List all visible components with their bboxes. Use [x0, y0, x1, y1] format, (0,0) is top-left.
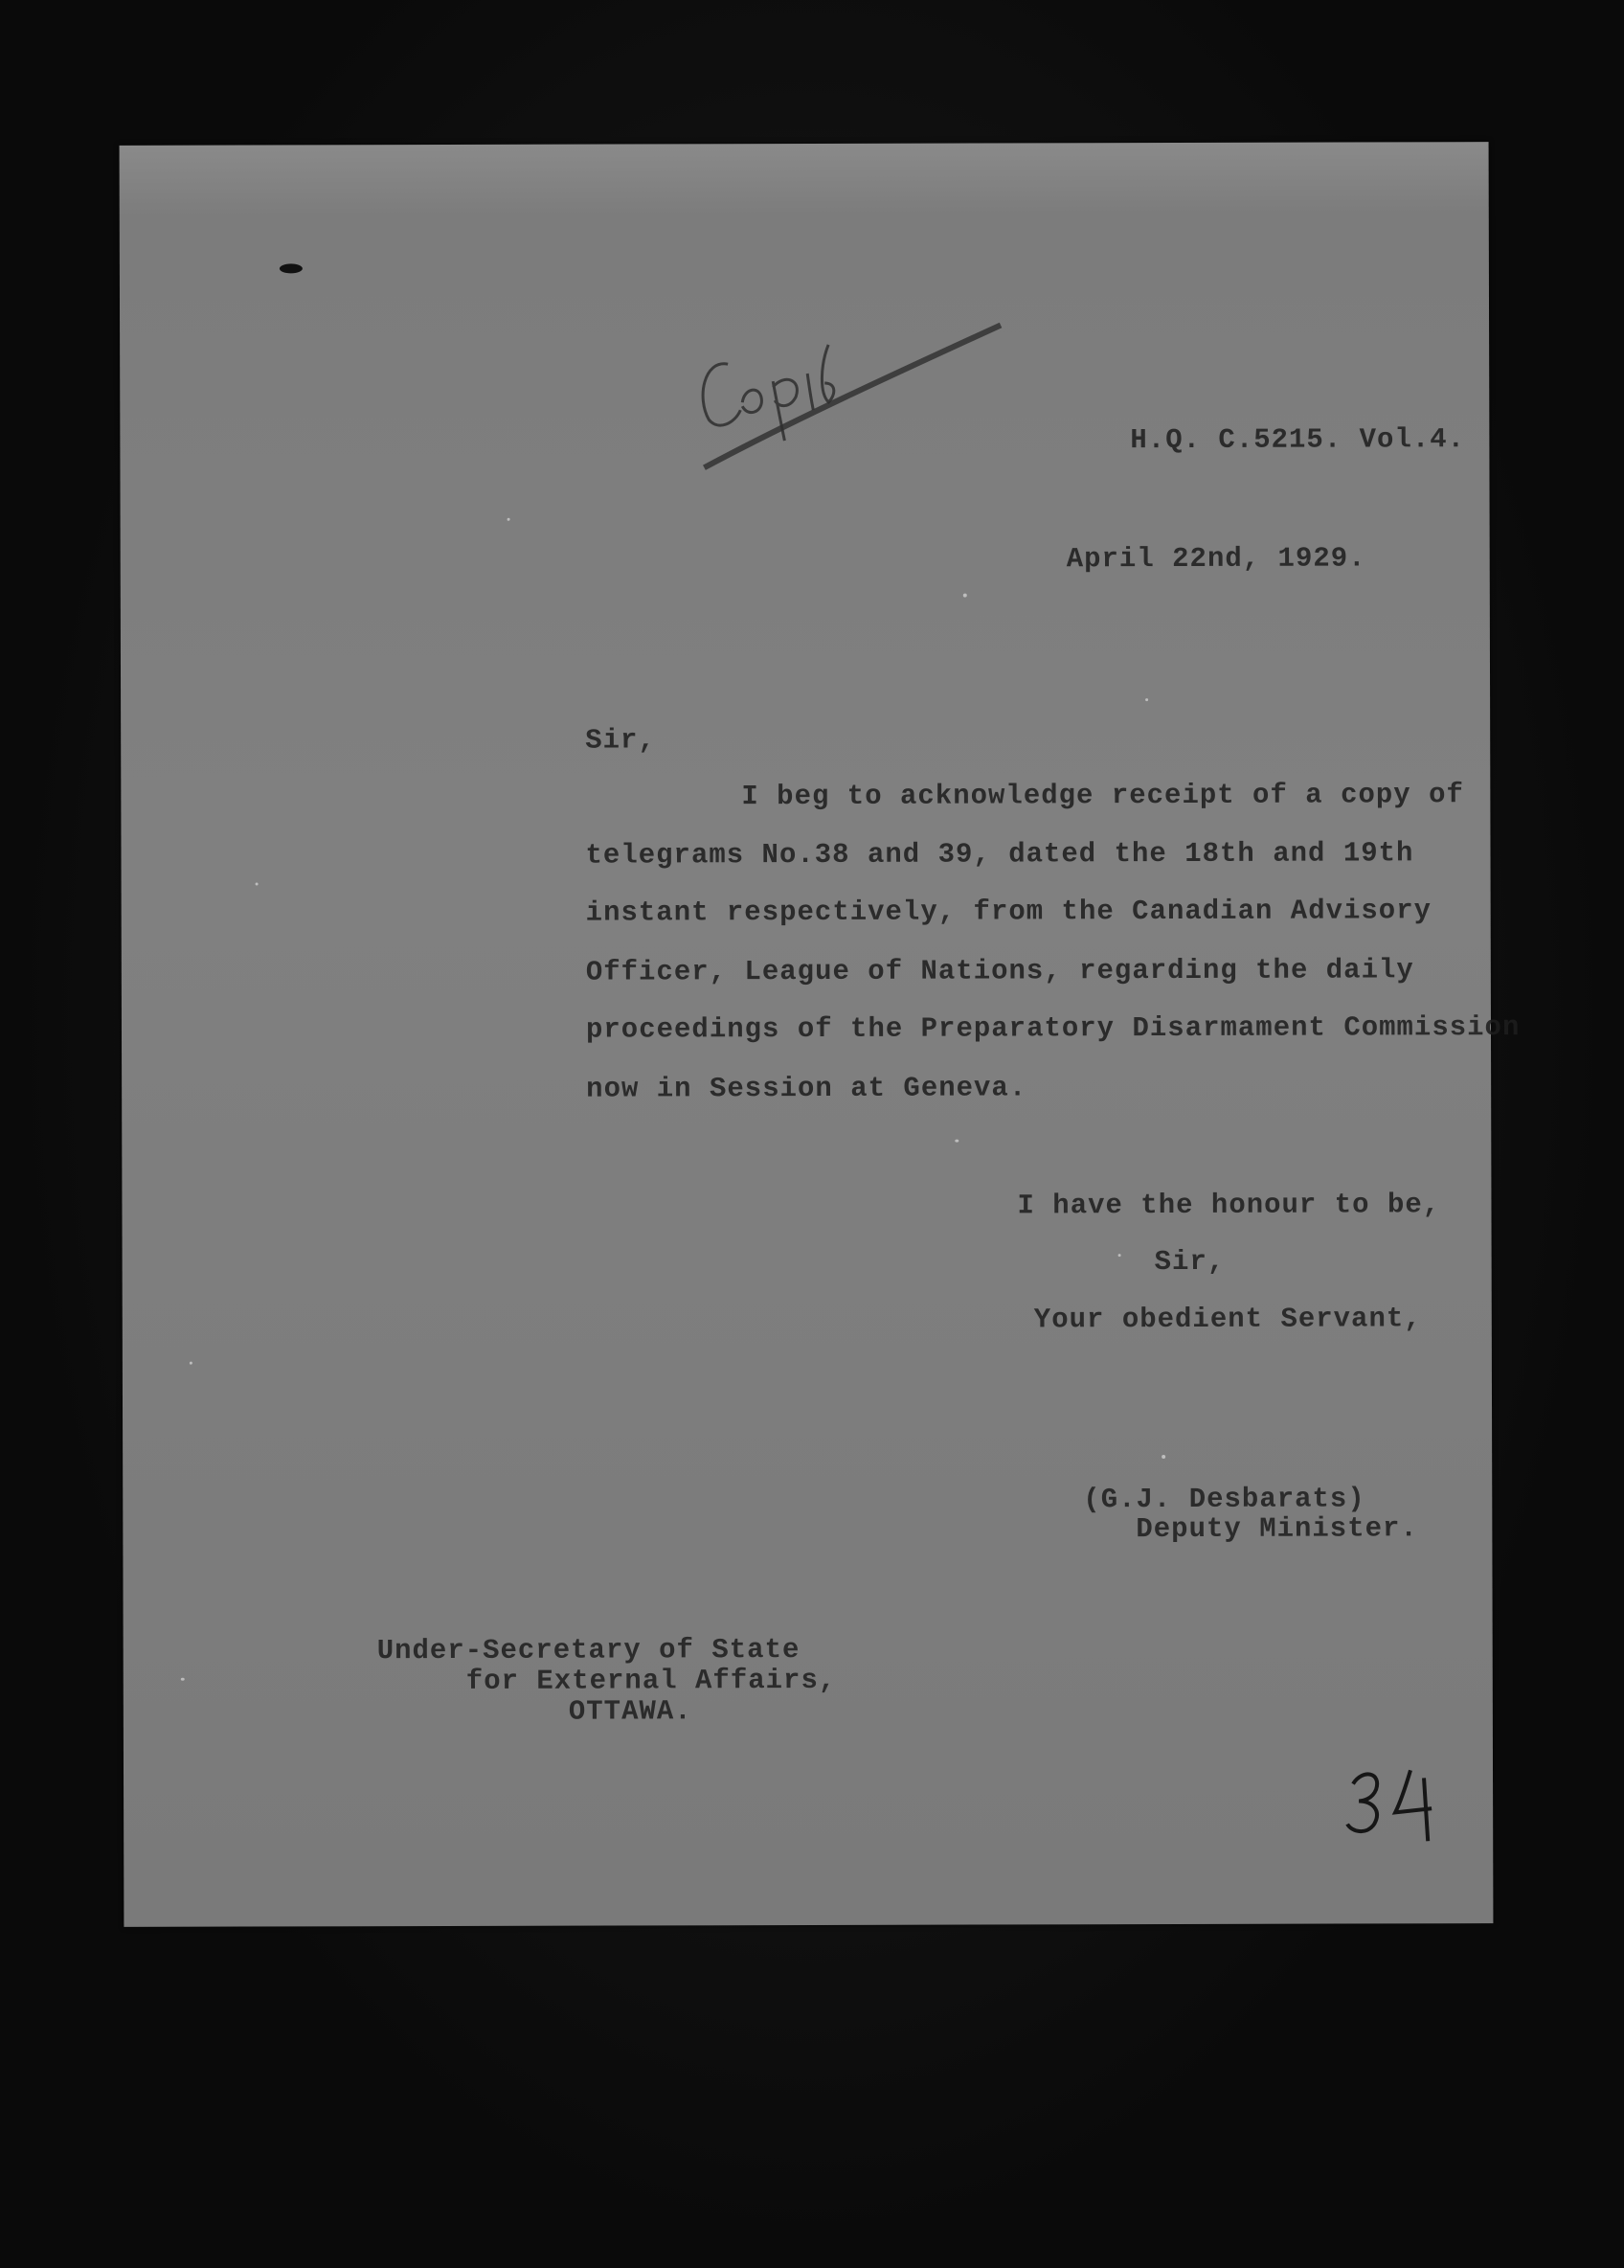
body-line: telegrams No.38 and 39, dated the 18th and 19th	[585, 837, 1414, 872]
dust-speck	[508, 518, 510, 521]
dust-speck	[955, 1140, 959, 1143]
dust-speck	[1162, 1455, 1165, 1459]
dust-speck	[963, 594, 967, 598]
dust-speck	[1145, 698, 1148, 701]
closing-line: Your obedient Servant,	[1033, 1303, 1422, 1336]
closing-line: I have the honour to be,	[1017, 1189, 1441, 1222]
body-line: proceedings of the Preparatory Disarmament Commission	[585, 1011, 1521, 1046]
dust-speck	[1118, 1254, 1121, 1257]
handwritten-page-number	[1340, 1760, 1455, 1847]
addressee-line: OTTAWA.	[568, 1695, 692, 1728]
letter-sheet	[120, 142, 1521, 1927]
signer-title: Deputy Minister.	[1136, 1512, 1418, 1546]
signer-name: (G.J. Desbarats)	[1083, 1483, 1365, 1516]
body-line: I beg to acknowledge receipt of a copy of	[741, 779, 1464, 813]
addressee-line: for External Affairs,	[465, 1664, 837, 1697]
handwritten-copies-mark	[685, 306, 1087, 479]
dust-speck	[190, 1362, 192, 1365]
addressee-line: Under-Secretary of State	[376, 1634, 801, 1667]
dust-speck	[181, 1678, 185, 1681]
salutation: Sir,	[585, 724, 656, 757]
letter-date: April 22nd, 1929.	[1066, 542, 1366, 576]
body-line: instant respectively, from the Canadian Advisory	[585, 895, 1432, 929]
file-reference: H.Q. C.5215. Vol.4.	[1130, 423, 1466, 457]
body-line: Officer, League of Nations, regarding the daily	[585, 954, 1414, 988]
dust-speck	[256, 882, 259, 885]
ink-blot	[278, 260, 316, 279]
closing-line: Sir,	[1154, 1245, 1226, 1279]
body-line: now in Session at Geneva.	[586, 1072, 1027, 1105]
